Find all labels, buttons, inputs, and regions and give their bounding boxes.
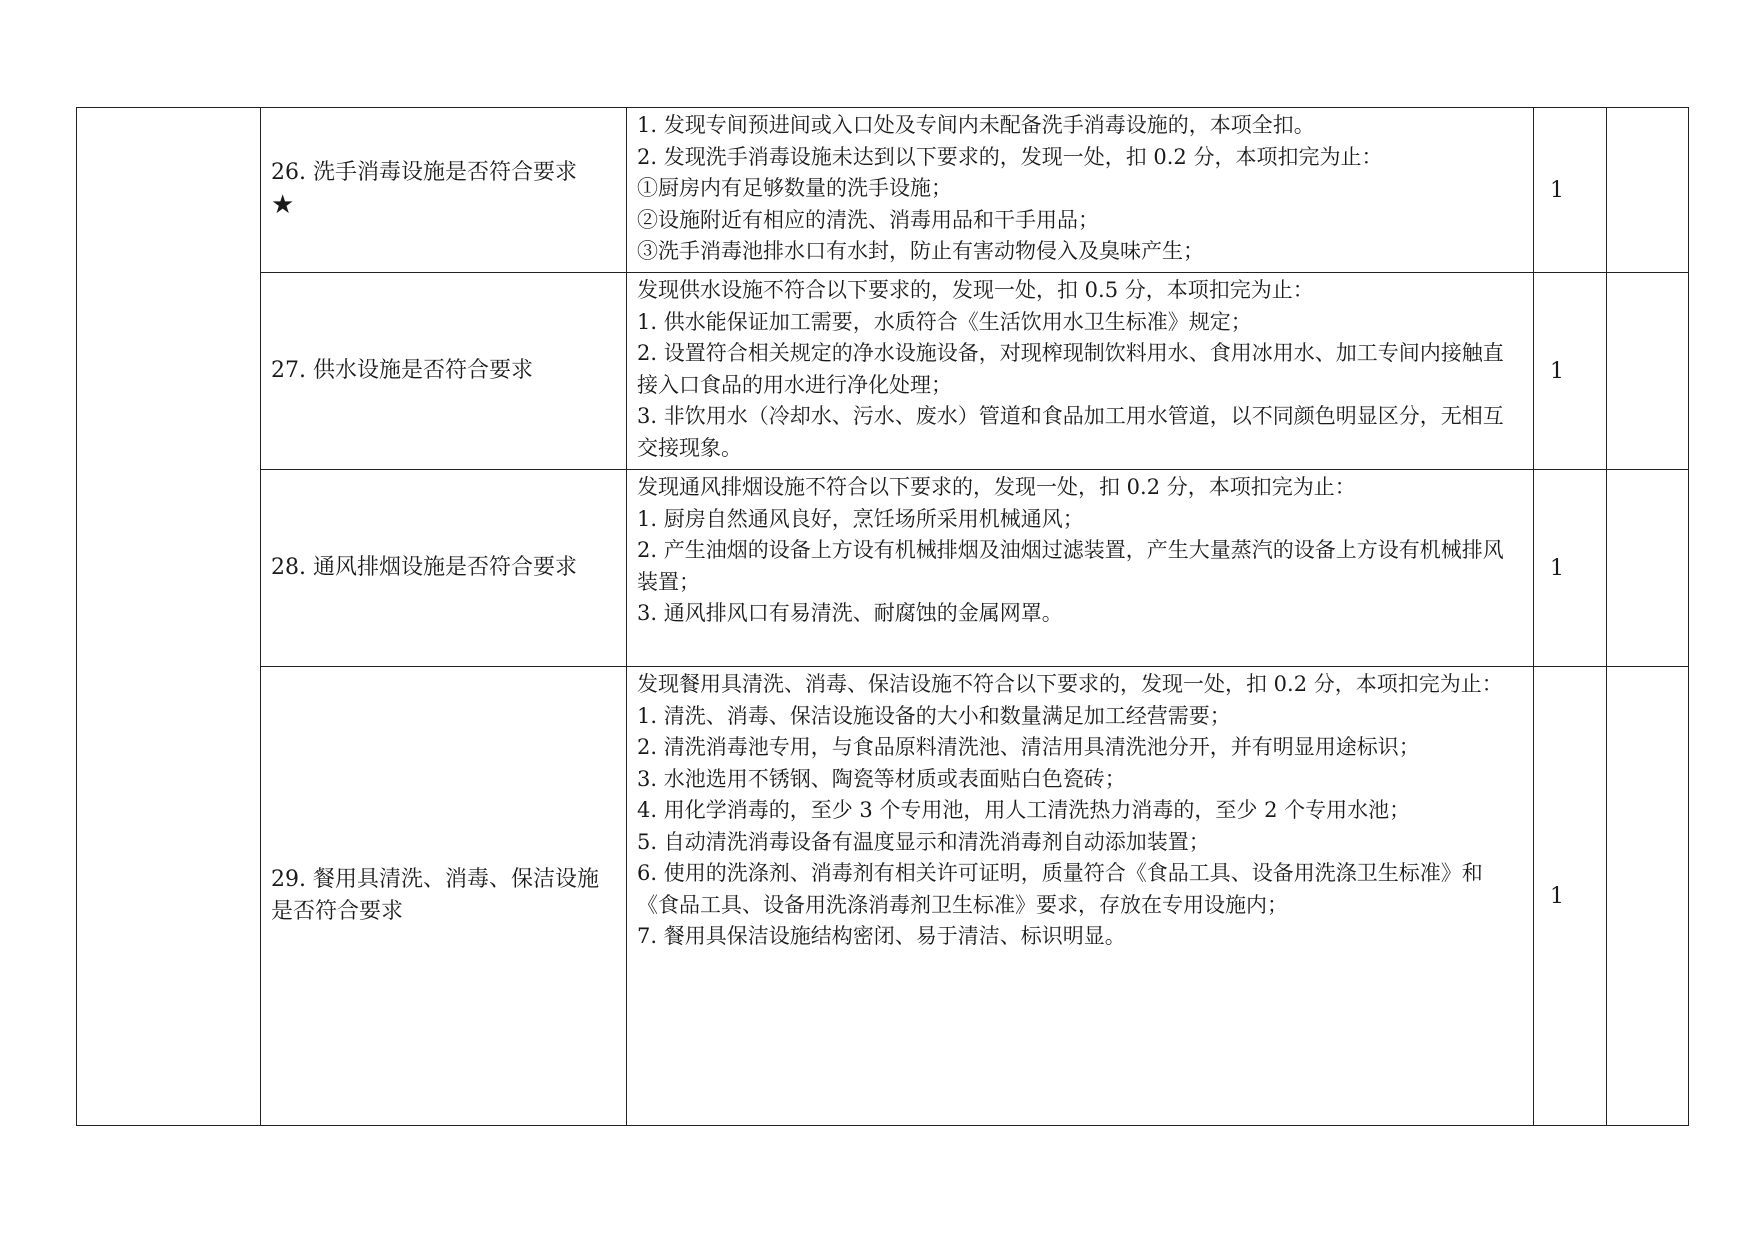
requirement-line: 2. 清洗消毒池专用，与食品原料清洗池、清洁用具清洗池分开，并有明显用途标识；	[637, 735, 1420, 759]
item-label: 29. 餐用具清洗、消毒、保洁设施是否符合要求	[271, 867, 599, 924]
requirements-cell	[627, 273, 1534, 470]
requirement-line: 发现餐用具清洗、消毒、保洁设施不符合以下要求的，发现一处，扣 0.2 分，本项扣完为止：	[637, 672, 1503, 696]
inspection-table	[76, 107, 1689, 1126]
requirement-line: 3. 水池选用不锈钢、陶瓷等材质或表面贴白色瓷砖；	[637, 766, 1126, 791]
table-row	[77, 667, 1689, 1126]
score-cell: 1	[1534, 667, 1607, 1126]
requirement-line: 1. 发现专间预进间或入口处及专间内未配备洗手消毒设施的，本项全扣。	[637, 113, 1315, 137]
requirement-line: 1. 清洗、消毒、保洁设施设备的大小和数量满足加工经营需要；	[637, 703, 1231, 728]
requirement-line: 2. 产生油烟的设备上方设有机械排烟及油烟过滤装置，产生大量蒸汽的设备上方设有机械排风装置；	[637, 538, 1504, 594]
score-cell: 1	[1534, 470, 1607, 667]
requirements-cell	[627, 470, 1534, 667]
category-cell	[77, 108, 261, 1126]
extra-cell	[1607, 273, 1689, 470]
item-cell	[261, 273, 627, 470]
score-cell: 1	[1534, 108, 1607, 273]
item-cell	[261, 108, 627, 273]
item-label: 26. 洗手消毒设施是否符合要求	[271, 160, 577, 185]
item-label: 28. 通风排烟设施是否符合要求	[271, 555, 577, 580]
score-cell: 1	[1534, 273, 1607, 470]
requirement-line: 5. 自动清洗消毒设备有温度显示和清洗消毒剂自动添加装置；	[637, 829, 1210, 854]
extra-cell	[1607, 667, 1689, 1126]
table-row	[77, 273, 1689, 470]
extra-cell	[1607, 108, 1689, 273]
star-icon: ★	[271, 190, 295, 220]
requirement-line: 3. 非饮用水（冷却水、污水、废水）管道和食品加工用水管道，以不同颜色明显区分，无相互交接现象。	[637, 404, 1504, 460]
requirement-line: 2. 设置符合相关规定的净水设施设备，对现榨现制饮料用水、食用冰用水、加工专间内接触直接入口食品的用水进行净化处理；	[637, 341, 1504, 397]
item-cell	[261, 667, 627, 1126]
item-label: 27. 供水设施是否符合要求	[271, 358, 533, 383]
requirement-line: 3. 通风排风口有易清洗、耐腐蚀的金属网罩。	[637, 601, 1063, 625]
requirement-line: ③洗手消毒池排水口有水封，防止有害动物侵入及臭味产生；	[637, 239, 1204, 263]
requirement-line: 6. 使用的洗涤剂、消毒剂有相关许可证明，质量符合《食品工具、设备用洗涤卫生标准》和《食品工具、设备用洗涤消毒剂卫生标准》要求，存放在专用设施内；	[637, 861, 1483, 917]
requirement-line: 2. 发现洗手消毒设施未达到以下要求的，发现一处，扣 0.2 分，本项扣完为止：	[637, 144, 1383, 169]
requirements-cell	[627, 108, 1534, 273]
requirement-line: 1. 供水能保证加工需要，水质符合《生活饮用水卫生标准》规定；	[637, 309, 1252, 334]
extra-cell	[1607, 470, 1689, 667]
requirement-line: 1. 厨房自然通风良好，烹饪场所采用机械通风；	[637, 506, 1084, 531]
table-row	[77, 470, 1689, 667]
requirement-line: 4. 用化学消毒的，至少 3 个专用池，用人工清洗热力消毒的，至少 2 个专用水池；	[637, 798, 1411, 822]
requirement-line: ②设施附近有相应的清洗、消毒用品和干手用品；	[637, 207, 1099, 232]
requirement-line: 发现供水设施不符合以下要求的，发现一处，扣 0.5 分，本项扣完为止：	[637, 278, 1314, 302]
requirement-line: ①厨房内有足够数量的洗手设施；	[637, 176, 952, 200]
table-row	[77, 108, 1689, 273]
requirement-line: 发现通风排烟设施不符合以下要求的，发现一处，扣 0.2 分，本项扣完为止：	[637, 475, 1356, 499]
requirements-cell	[627, 667, 1534, 1126]
item-cell	[261, 470, 627, 667]
requirement-line: 7. 餐用具保洁设施结构密闭、易于清洁、标识明显。	[637, 924, 1126, 948]
